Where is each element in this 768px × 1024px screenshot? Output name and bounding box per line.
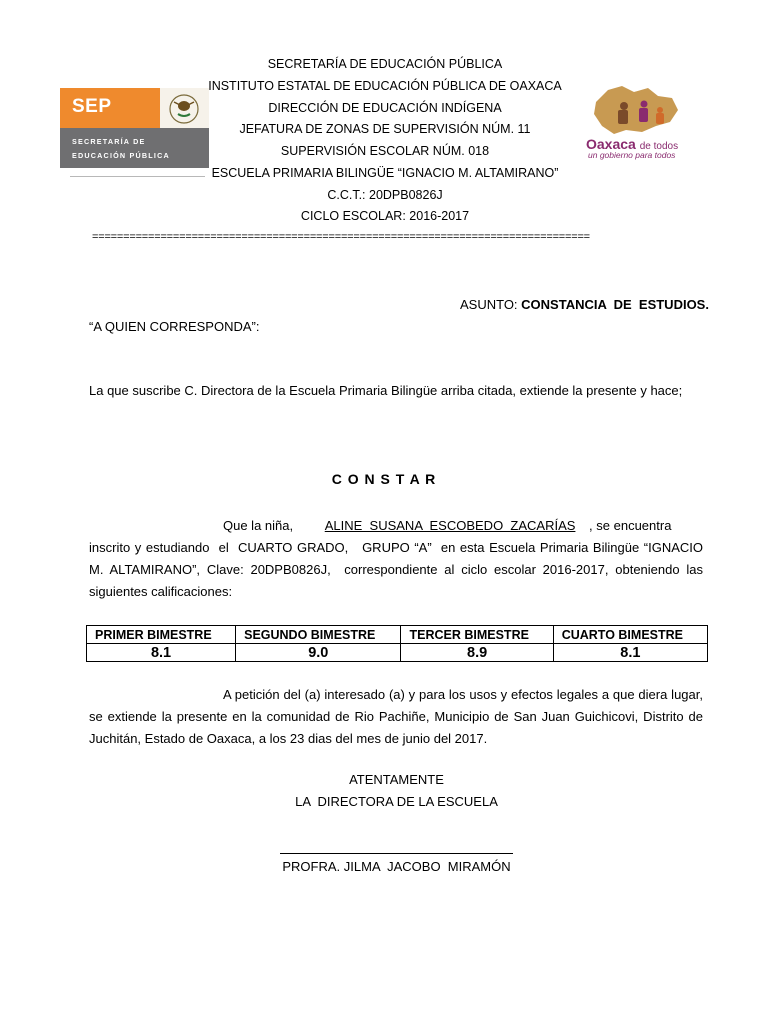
grades-table [86, 625, 708, 662]
asunto-value: CONSTANCIA DE ESTUDIOS. [521, 297, 709, 312]
header-line-1: SECRETARÍA DE EDUCACIÓN PÚBLICA [267, 57, 503, 71]
sep-logo [60, 88, 209, 168]
asunto [460, 297, 709, 312]
header-line-8: CICLO ESCOLAR: 2016-2017 [300, 209, 470, 223]
atentamente: ATENTAMENTE [349, 772, 444, 787]
header-line-6: ESCUELA PRIMARIA BILINGÜE “IGNACIO M. ALTAMIRANO” [211, 166, 559, 180]
paragraph-lead: Que la niña, [223, 518, 294, 533]
table-cell: 9.0 [236, 644, 401, 662]
table-header-cell: CUARTO BIMESTRE [553, 626, 707, 644]
oaxaca-slogan: un gobierno para todos [588, 150, 676, 160]
table-cell: 8.9 [401, 644, 553, 662]
table-header-row [87, 626, 708, 644]
header-line-2: INSTITUTO ESTATAL DE EDUCACIÓN PÚBLICA DE OAXACA [208, 79, 562, 93]
header-separator-rule: ================================================================================ [92, 231, 590, 243]
oaxaca-suffix: de todos [639, 141, 679, 152]
certification-paragraph [89, 515, 707, 603]
table-row [87, 644, 708, 662]
oaxaca-word: Oaxaca [586, 136, 636, 152]
issuance-paragraph: A petición del (a) interesado (a) y para los usos y efectos legales a que diera lugar, se extiende la presente en la comunidad de Rio Pachiñe, Municipio de San Juan Guichicovi, Distrito de Juchitán, Estado de Oaxaca, a los 23 dias del mes de junio del 2017. [89, 687, 703, 746]
director-role: LA DIRECTORA DE LA ESCUELA [295, 794, 498, 809]
asunto-label: ASUNTO: [460, 297, 522, 312]
table-header-cell: TERCER BIMESTRE [401, 626, 553, 644]
oaxaca-logo [586, 82, 696, 162]
header-line-5: SUPERVISIÓN ESCOLAR NÚM. 018 [280, 144, 490, 158]
student-name: ALINE SUSANA ESCOBEDO ZACARÍAS [324, 518, 576, 533]
signature-line [280, 853, 513, 854]
salutation: “A QUIEN CORRESPONDA”: [89, 319, 260, 334]
table-header-cell: PRIMER BIMESTRE [87, 626, 236, 644]
table-header-cell: SEGUNDO BIMESTRE [236, 626, 401, 644]
table-cell: 8.1 [553, 644, 707, 662]
paragraph-lead-rest: , se encuentra [589, 518, 672, 533]
header-line-7: C.C.T.: 20DPB0826J [327, 188, 443, 202]
header-line-4: JEFATURA DE ZONAS DE SUPERVISIÓN NÚM. 11 [239, 122, 531, 136]
oaxaca-map-icon [586, 82, 686, 138]
constar-heading: C O N S T A R [331, 471, 437, 487]
paragraph-body: inscrito y estudiando el CUARTO GRADO, GRUPO “A” en esta Escuela Primaria Bilingüe “IGNACIO M. ALTAMIRANO”, Clave: 20DPB0826J, correspondiente al ciclo escolar 2016-2017, obteniendo las siguientes calificaciones: [89, 540, 707, 599]
sep-wordmark: SEP [72, 96, 112, 117]
signer-name: PROFRA. JILMA JACOBO MIRAMÓN [282, 859, 511, 874]
table-cell: 8.1 [87, 644, 236, 662]
header-line-3: DIRECCIÓN DE EDUCACIÓN INDÍGENA [268, 101, 502, 115]
sep-subtitle-line1: SECRETARÍA DE [72, 137, 146, 146]
intro-paragraph: La que suscribe C. Directora de la Escuela Primaria Bilingüe arriba citada, extiende la presente y hace; [89, 383, 683, 398]
sep-subtitle-line2: EDUCACIÓN PÚBLICA [72, 151, 170, 160]
